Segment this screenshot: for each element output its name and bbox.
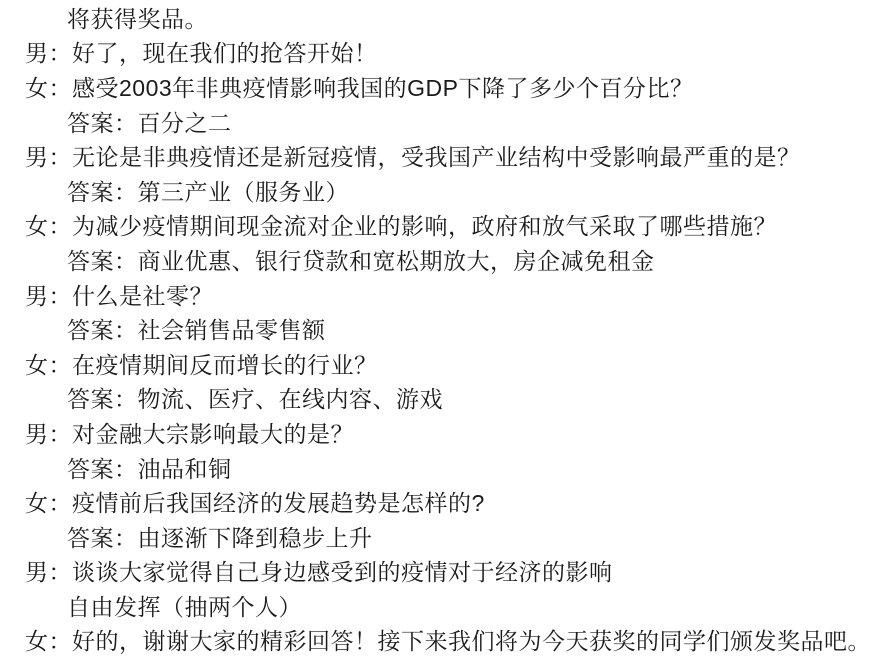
- text-line: 男：好了，现在我们的抢答开始！: [25, 40, 378, 67]
- text-line: 答案：由逐渐下降到稳步上升: [67, 524, 373, 551]
- text-line: 答案：商业优惠、银行贷款和宽松期放大，房企减免租金: [67, 247, 655, 274]
- text-line: 男：对金融大宗影响最大的是？: [25, 420, 354, 447]
- text-line: 男：谈谈大家觉得自己身边感受到的疫情对于经济的影响: [25, 559, 613, 586]
- text-line: 女：为减少疫情期间现金流对企业的影响，政府和放气采取了哪些措施？: [25, 213, 777, 240]
- text-line: 女：感受2003年非典疫情影响我国的GDP下降了多少个百分比？: [25, 74, 694, 101]
- text-line: 男：无论是非典疫情还是新冠疫情，受我国产业结构中受影响最严重的是？: [25, 144, 801, 171]
- text-line: 答案：第三产业（服务业）: [67, 178, 349, 205]
- text-line: 女：在疫情期间反而增长的行业？: [25, 351, 378, 378]
- text-line: 答案：百分之二: [67, 109, 232, 136]
- text-line: 答案：物流、医疗、在线内容、游戏: [67, 386, 443, 413]
- text-line-clipped: 女：好的，谢谢大家的精彩回答！接下来我们将为今天获奖的同学们颁发奖品吧。: [25, 628, 871, 655]
- text-line: 自由发挥（抽两个人）: [67, 593, 302, 620]
- text-line: 答案：油品和铜: [67, 455, 232, 482]
- text-line: 将获得奖品。: [67, 5, 208, 32]
- text-line: 女：疫情前后我国经济的发展趋势是怎样的?: [25, 490, 485, 517]
- text-line: 男：什么是社零？: [25, 282, 213, 309]
- text-line: 答案：社会销售品零售额: [67, 317, 326, 344]
